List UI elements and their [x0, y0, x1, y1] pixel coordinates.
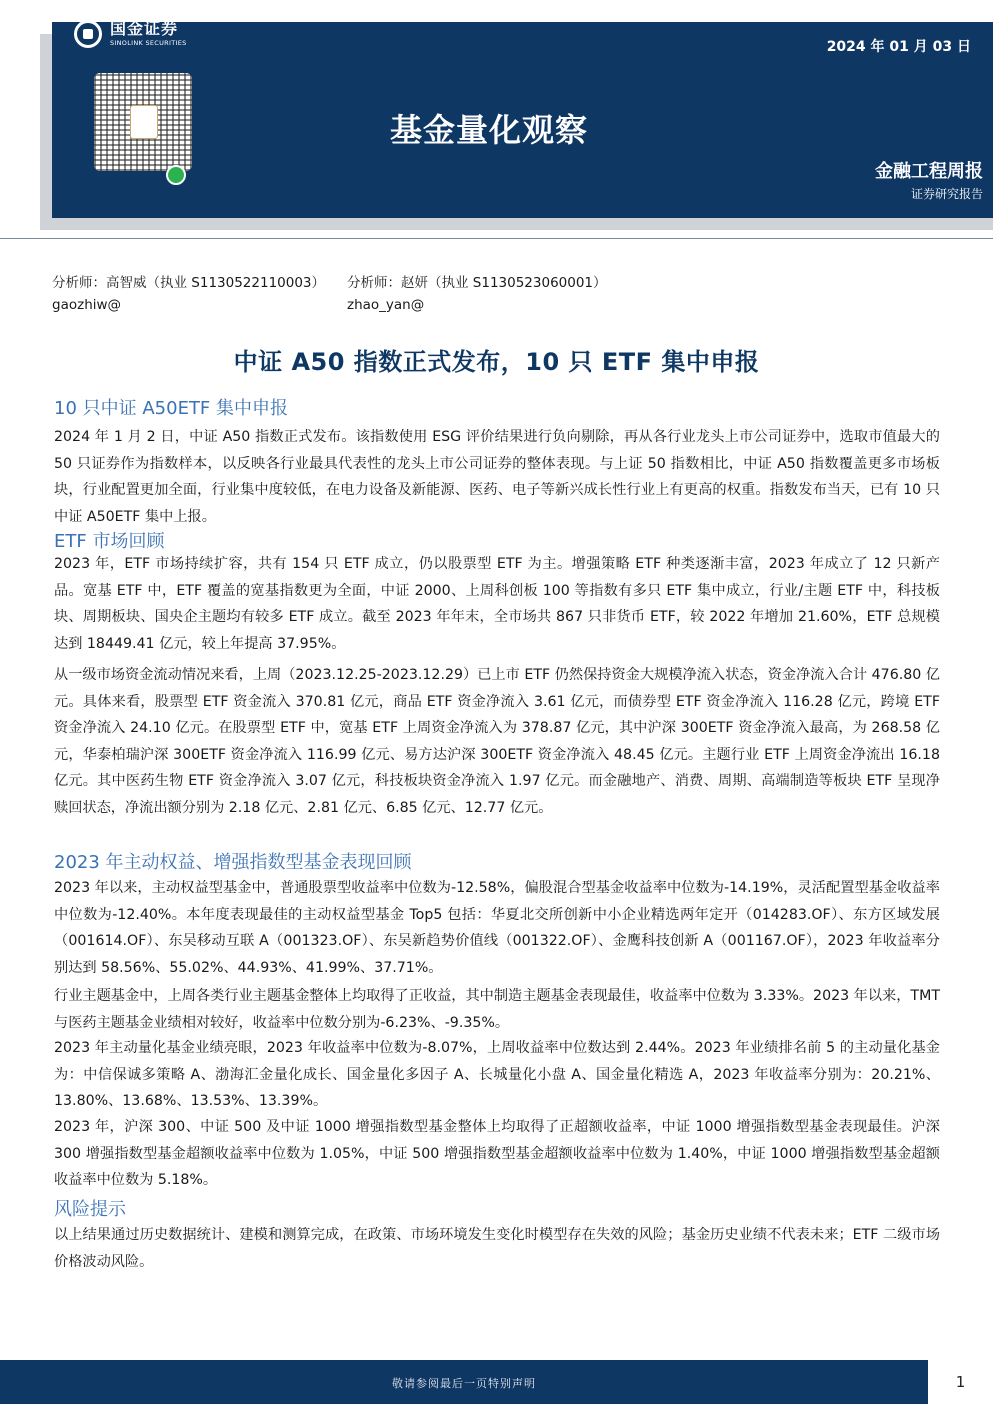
- report-series-title: 基金量化观察: [390, 111, 589, 149]
- analyst-1-email: gaozhiw@: [52, 297, 122, 313]
- analyst-1: [52, 272, 325, 316]
- report-category: 金融工程周报: [875, 161, 983, 182]
- analyst-2-name: 分析师：赵妍（执业 S1130523060001）: [347, 275, 607, 291]
- section-heading: 2023 年主动权益、增强指数型基金表现回顾: [54, 852, 412, 873]
- header-divider: [0, 238, 993, 239]
- page-number: 1: [955, 1373, 966, 1391]
- logo-cn: 国金证券: [110, 19, 179, 39]
- document-title: 中证 A50 指数正式发布，10 只 ETF 集中申报: [233, 348, 760, 376]
- analyst-2: [347, 272, 607, 316]
- paragraph: 从一级市场资金流动情况来看，上周（2023.12.25-2023.12.29）已上市 ETF 仍然保持资金大规模净流入状态，资金净流入合计 476.80 亿元。具体来看，股票型 ETF 资金流入 370.81 亿元，商品 ETF 资金净流入 3.61 亿元，而债券型 ETF 资金净流入 116.28 亿元，跨境 ETF 资金净流入 24.10 亿元。在股票型 ETF 中，宽基 ETF 上周资金净流入为 378.87 亿元，其中沪深 300ETF 资金净流入最高，为 268.58 亿元，华泰柏瑞沪深 300ETF 资金净流入 116.99 亿元、易方达沪深 300ETF 资金净流入 48.45 亿元。主题行业 ETF 上周资金净流出 16.18 亿元。其中医药生物 ETF 资金净流入 3.07 亿元，科技板块资金净流入 1.97 亿元。而金融地产、消费、周期、高端制造等板块 ETF 呈现净赎回状态，净流出额分别为 2.18 亿元、2.81 亿元、6.85 亿元、12.77 亿元。: [54, 667, 940, 816]
- paragraph: 行业主题基金中，上周各类行业主题基金整体上均取得了正收益，其中制造主题基金表现最佳，收益率中位数为 3.33%。2023 年以来，TMT 与医药主题基金业绩相对较好，收益率中位数分别为-6.23%、-9.35%。: [54, 988, 940, 1031]
- paragraph: 2023 年以来，主动权益型基金中，普通股票型收益率中位数为-12.58%，偏股混合型基金收益率中位数为-14.19%，灵活配置型基金收益率中位数为-12.40%。本年度表现最佳的主动权益型基金 Top5 包括：华夏北交所创新中小企业精选两年定开（014283.OF）、东方区域发展（001614.OF）、东吴移动互联 A（001323.OF）、东吴新趋势价值线（001322.OF）、金鹰科技创新 A（001167.OF），2023 年收益率分别达到 58.56%、55.02%、44.93%、41.99%、37.71%。: [54, 880, 940, 976]
- analyst-1-name: 分析师：高智威（执业 S1130522110003）: [52, 275, 326, 291]
- company-logo: [74, 20, 187, 48]
- section-heading: ETF 市场回顾: [54, 531, 165, 552]
- footer-disclaimer-note: 敬请参阅最后一页特别声明: [392, 1377, 536, 1390]
- section-heading: 风险提示: [54, 1199, 126, 1220]
- paragraph: 以上结果通过历史数据统计、建模和测算完成，在政策、市场环境发生变化时模型存在失效的风险；基金历史业绩不代表未来；ETF 二级市场价格波动风险。: [54, 1227, 940, 1270]
- report-date: 2024 年 01 月 03 日: [826, 39, 971, 55]
- paragraph: 2023 年主动量化基金业绩亮眼，2023 年收益率中位数为-8.07%，上周收益率中位数达到 2.44%。2023 年业绩排名前 5 的主动量化基金为：中信保诚多策略 A、渤海汇金量化成长、国金量化多因子 A、长城量化小盘 A、国金量化精选 A，2023 年收益率分别为：20.21%、13.80%、13.68%、13.53%、13.39%。: [54, 1040, 940, 1109]
- logo-mark-icon: [74, 20, 102, 48]
- qr-center-logo: [130, 105, 158, 139]
- analyst-2-email: zhao_yan@: [347, 297, 425, 313]
- logo-en: SINOLINK SECURITIES: [110, 39, 187, 48]
- section-heading: 10 只中证 A50ETF 集中申报: [54, 398, 289, 419]
- mini-program-icon: [166, 165, 186, 185]
- report-type: 证券研究报告: [910, 187, 983, 201]
- wechat-qr-code: [94, 73, 192, 171]
- paragraph: 2023 年，ETF 市场持续扩容，共有 154 只 ETF 成立，仍以股票型 ETF 为主。增强策略 ETF 种类逐渐丰富，2023 年成立了 12 只新产品。宽基 ETF 中，ETF 覆盖的宽基指数更为全面，中证 2000、上周科创板 100 等指数有多只 ETF 集中成立，行业/主题 ETF 中，科技板块、周期板块、国央企主题均有较多 ETF 成立。截至 2023 年年末，全市场共 867 只非货币 ETF，较 2022 年增加 21.60%，ETF 总规模达到 18449.41 亿元，较上年提高 37.95%。: [54, 556, 940, 652]
- paragraph: 2023 年，沪深 300、中证 500 及中证 1000 增强指数型基金整体上均取得了正超额收益率，中证 1000 增强指数型基金表现最佳。沪深 300 增强指数型基金超额收益率中位数为 1.05%，中证 500 增强指数型基金超额收益率中位数为 1.40%，中证 1000 增强指数型基金超额收益率中位数为 5.18%。: [54, 1119, 940, 1188]
- paragraph: 2024 年 1 月 2 日，中证 A50 指数正式发布。该指数使用 ESG 评价结果进行负向剔除，再从各行业龙头上市公司证券中，选取市值最大的 50 只证券作为指数样本，以反映各行业最具代表性的龙头上市公司证券的整体表现。与上证 50 指数相比，中证 A50 指数覆盖更多市场板块，行业配置更加全面，行业集中度较低，在电力设备及新能源、医药、电子等新兴成长性行业上有更高的权重。指数发布当天，已有 10 只中证 A50ETF 集中上报。: [54, 429, 940, 525]
